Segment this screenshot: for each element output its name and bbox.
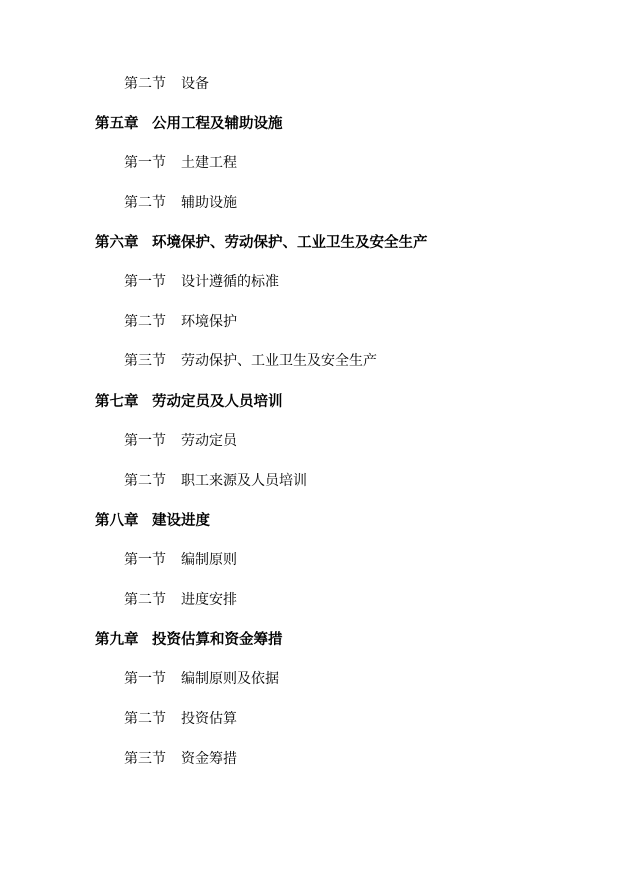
- section-number: 第二节: [124, 314, 166, 330]
- section-number: 第一节: [124, 433, 166, 449]
- chapter-title: 建设进度: [152, 512, 210, 529]
- toc-section: [124, 194, 237, 212]
- section-number: 第三节: [124, 353, 166, 369]
- chapter-number: 第五章: [95, 115, 139, 132]
- toc-chapter-8: [95, 512, 210, 530]
- toc-section: [124, 670, 279, 688]
- section-number: 第二节: [124, 195, 166, 211]
- toc-chapter-9: [95, 631, 283, 649]
- toc-section: [124, 591, 237, 609]
- toc-section: [124, 313, 237, 331]
- chapter-title: 公用工程及辅助设施: [152, 115, 283, 132]
- section-title: 设计遵循的标准: [181, 274, 279, 290]
- toc-chapter-6: [95, 234, 428, 252]
- section-number: 第三节: [124, 751, 166, 767]
- toc-chapter-5: [95, 115, 283, 133]
- section-title: 职工来源及人员培训: [181, 473, 307, 489]
- section-number: 第二节: [124, 592, 166, 608]
- section-title: 编制原则及依据: [181, 671, 279, 687]
- section-number: 第一节: [124, 155, 166, 171]
- section-title: 土建工程: [181, 155, 237, 171]
- toc-section: [124, 352, 377, 370]
- section-title: 投资估算: [181, 711, 237, 727]
- section-number: 第一节: [124, 671, 166, 687]
- section-number: 第二节: [124, 473, 166, 489]
- section-title: 进度安排: [181, 592, 237, 608]
- toc-section: [124, 472, 307, 490]
- toc-section: [124, 551, 237, 569]
- section-title: 设备: [181, 76, 209, 92]
- toc-section: [124, 273, 279, 291]
- section-title: 环境保护: [181, 314, 237, 330]
- section-title: 劳动保护、工业卫生及安全生产: [181, 353, 377, 369]
- section-title: 劳动定员: [181, 433, 237, 449]
- section-number: 第一节: [124, 274, 166, 290]
- chapter-number: 第九章: [95, 631, 139, 648]
- toc-section: [124, 710, 237, 728]
- toc-section-2-equipment: [124, 75, 209, 93]
- chapter-number: 第六章: [95, 234, 139, 251]
- section-number: 第二节: [124, 76, 166, 92]
- toc-section: [124, 154, 237, 172]
- section-title: 资金筹措: [181, 751, 237, 767]
- chapter-title: 环境保护、劳动保护、工业卫生及安全生产: [152, 234, 428, 251]
- section-title: 辅助设施: [181, 195, 237, 211]
- toc-section: [124, 750, 237, 768]
- toc-section: [124, 432, 237, 450]
- section-title: 编制原则: [181, 552, 237, 568]
- chapter-title: 投资估算和资金筹措: [152, 631, 283, 648]
- section-number: 第一节: [124, 552, 166, 568]
- chapter-title: 劳动定员及人员培训: [152, 393, 283, 410]
- chapter-number: 第八章: [95, 512, 139, 529]
- section-number: 第二节: [124, 711, 166, 727]
- toc-chapter-7: [95, 393, 283, 411]
- chapter-number: 第七章: [95, 393, 139, 410]
